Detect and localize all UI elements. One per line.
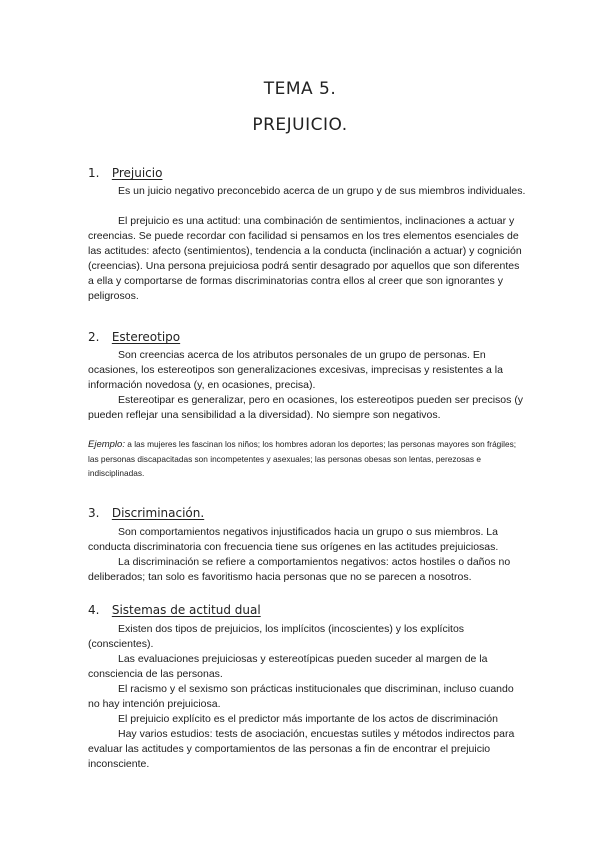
paragraph: El racismo y el sexismo son prácticas institucionales que discriminan, incluso cuando no hay intención prejuiciosa.: [88, 683, 514, 710]
section-number: 4.: [88, 603, 100, 617]
paragraph: La discriminación se refiere a comportamientos negativos: actos hostiles o daños no deliberados; tan solo es favoritismo hacia personas que no se parecen a nosotros.: [88, 556, 511, 583]
section-heading-discriminacion: [88, 506, 204, 520]
section-title: Prejuicio: [111, 166, 163, 180]
paragraph: Existen dos tipos de prejuicios, los implícitos (incoscientes) y los explícitos (conscientes).: [88, 623, 465, 650]
page-subtitle: PREJUICIO.: [252, 115, 348, 135]
section-title: Sistemas de actitud dual: [111, 603, 261, 617]
section-heading-prejuicio: [88, 166, 162, 180]
paragraph: Son creencias acerca de los atributos personales de un grupo de personas. En ocasiones, los estereotipos son generalizaciones excesivas, imprecisas y resistentes a la información novedosa (y, en ocasiones, precisa).: [88, 349, 503, 391]
example-label: Ejemplo:: [88, 439, 125, 450]
section-heading-estereotipo: [88, 330, 180, 344]
section-number: 3.: [88, 506, 100, 520]
page-title: TEMA 5.: [263, 79, 337, 99]
section-title: Discriminación.: [111, 506, 205, 520]
section-title: Estereotipo: [111, 330, 181, 344]
section-number: 2.: [88, 330, 100, 344]
paragraph: Es un juicio negativo preconcebido acerca de un grupo y de sus miembros individuales.: [118, 185, 526, 197]
paragraph: El prejuicio explícito es el predictor más importante de los actos de discriminación: [118, 713, 498, 725]
paragraph: Hay varios estudios: tests de asociación, encuestas sutiles y métodos indirectos para evaluar las actitudes y comportamientos de las personas a fin de encontrar el prejuicio inconsciente.: [88, 728, 515, 770]
example-text: a las mujeres les fascinan los niños; los hombres adoran los deportes; las personas mayores son frágiles; las personas discapacitadas son incompetentes y asexuales; las personas obesas son lentas, perezosas e indisciplinadas.: [88, 439, 517, 478]
example-block: [88, 437, 528, 480]
section-number: 1.: [88, 166, 100, 180]
paragraph: El prejuicio es una actitud: una combinación de sentimientos, inclinaciones a actuar y creencias. Se puede recordar con facilidad si pensamos en los tres elementos esenciales de las actitudes: afecto (sentimientos), tendencia a la conducta (inclinación a actuar) y cognición (creencias). Una persona prejuiciosa podrá sentir desagrado por aquellos que son diferentes a ella y comportarse de formas discriminatorias contra ellos al creer que son ignorantes y peligrosos.: [88, 215, 522, 302]
section-heading-sistemas-actitud-dual: [88, 603, 261, 617]
paragraph: Estereotipar es generalizar, pero en ocasiones, los estereotipos pueden ser precisos (y pueden reflejar una sensibilidad a la diversidad). No siempre son negativos.: [88, 394, 524, 421]
paragraph: Las evaluaciones prejuiciosas y estereotípicas pueden suceder al margen de la consciencia de las personas.: [88, 653, 488, 680]
paragraph: Son comportamientos negativos injustificados hacia un grupo o sus miembros. La conducta discriminatoria con frecuencia tiene sus orígenes en las actitudes prejuiciosas.: [88, 526, 499, 553]
